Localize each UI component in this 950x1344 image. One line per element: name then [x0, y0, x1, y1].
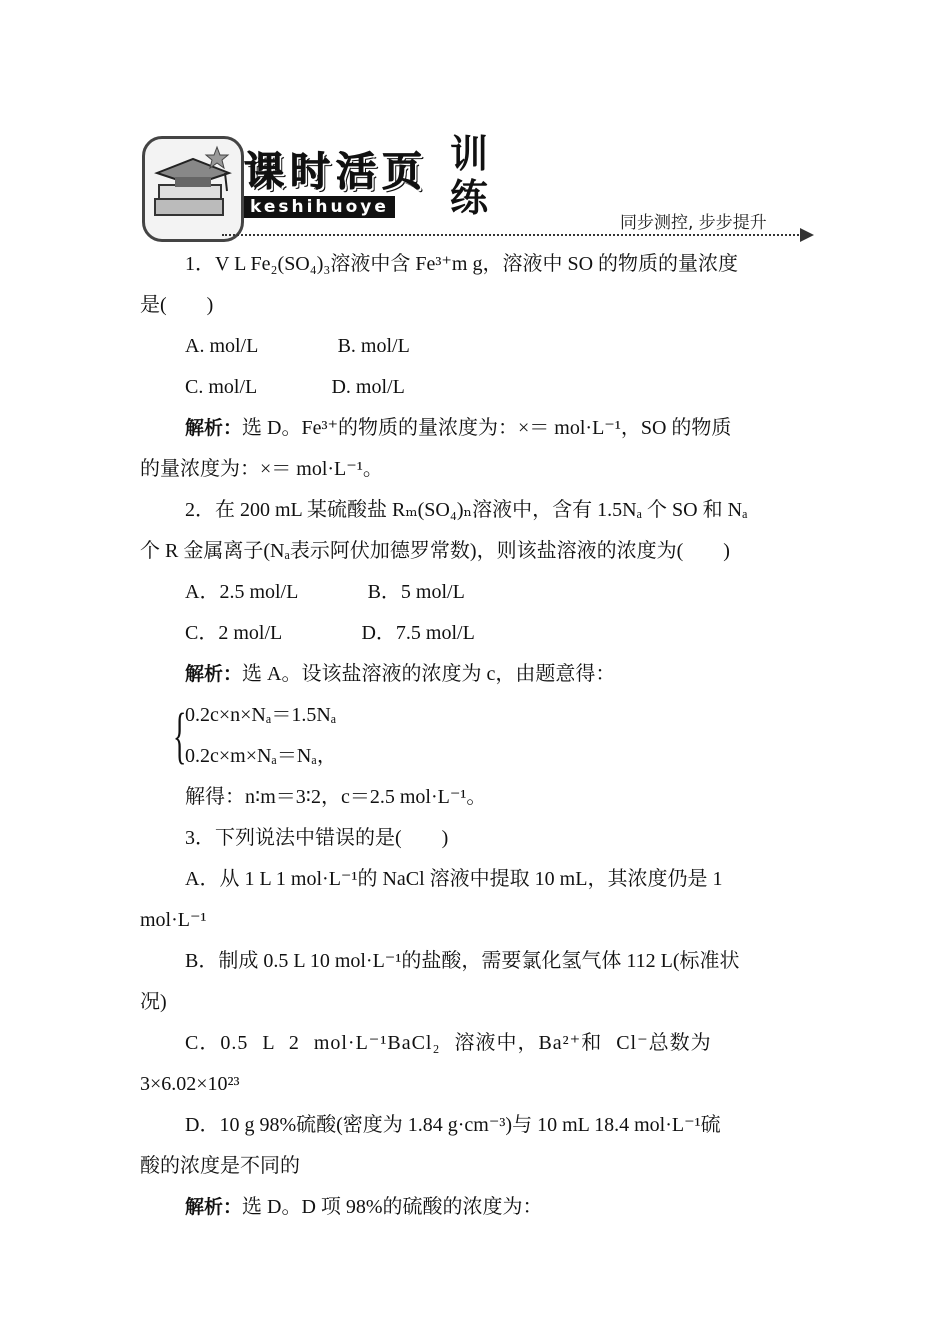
q2-solution: 解得：n∶m＝3∶2，c＝2.5 mol·L⁻¹。 [185, 786, 487, 808]
equation-system [140, 695, 810, 777]
q2-stem-line2: 个 R 金属离子(Nₐ表示阿伏加德罗常数)，则该盐溶液的浓度为( ) [140, 540, 730, 562]
q1-analysis-text: 选 D。Fe³⁺的物质的量浓度为：×＝ mol·L⁻¹，SO 的物质 [242, 417, 732, 439]
q3-option-d-line1: D．10 g 98%硫酸(密度为 1.84 g·cm⁻³)与 10 mL 18.4 mol·L⁻¹硫 [185, 1114, 721, 1136]
q2-options-row1: A．2.5 mol/L B．5 mol/L [185, 581, 465, 603]
logo [142, 136, 244, 242]
q3-analysis-text: 选 D。D 项 98%的硫酸的浓度为： [242, 1196, 543, 1218]
q3-option-b-line2: 况) [140, 991, 167, 1013]
q3-option-b-line1: B．制成 0.5 L 10 mol·L⁻¹的盐酸，需要氯化氢气体 112 L(标准状 [185, 950, 740, 972]
q2-options-row2: C．2 mol/L D．7.5 mol/L [185, 622, 475, 644]
graduation-cap-books-icon [145, 139, 241, 239]
analysis-label: 解析： [185, 417, 243, 439]
left-brace-icon: { [173, 702, 187, 770]
q3-option-a-line1: A．从 1 L 1 mol·L⁻¹的 NaCl 溶液中提取 10 mL，其浓度仍是 1 [185, 868, 723, 890]
q1-stem-line1: 1．V L Fe₂(SO₄)₃溶液中含 Fe³⁺m g，溶液中 SO 的物质的量浓度 [185, 253, 739, 275]
q1-options-row2: C. mol/L D. mol/L [185, 376, 405, 398]
banner-slogan: 同步测控, 步步提升 [620, 213, 767, 233]
q1-analysis-line1 [140, 408, 810, 449]
equation-line: 0.2c×m×Nₐ＝Nₐ， [185, 745, 337, 767]
q3-option-a-line2: mol·L⁻¹ [140, 909, 207, 931]
header-banner [140, 130, 820, 245]
q1-options-row1: A. mol/L B. mol/L [185, 335, 410, 357]
arrow-right-icon [800, 228, 814, 242]
analysis-label: 解析： [185, 663, 243, 685]
q3-analysis-line1 [140, 1187, 810, 1228]
exercise-content [140, 244, 810, 1228]
q1-stem-line2: 是( ) [140, 294, 214, 316]
q2-analysis-line1 [140, 654, 810, 695]
banner-title: 课时活页 [244, 149, 428, 195]
banner-pinyin: keshihuoye [244, 196, 395, 218]
q2-analysis-text: 选 A。设该盐溶液的浓度为 c，由题意得： [242, 663, 616, 685]
banner-side-title: 训练 [450, 132, 489, 220]
q3-option-d-line2: 酸的浓度是不同的 [140, 1155, 300, 1177]
analysis-label: 解析： [185, 1196, 243, 1218]
q3-option-c-line1: C．0.5 L 2 mol·L⁻¹BaCl₂ 溶液中，Ba²⁺和 Cl⁻总数为 [185, 1032, 712, 1054]
q2-stem-line1: 2．在 200 mL 某硫酸盐 Rₘ(SO₄)ₙ溶液中，含有 1.5Nₐ 个 SO 和 Nₐ [185, 499, 748, 521]
dotted-rule [222, 234, 802, 236]
q1-analysis-line2: 的量浓度为：×＝ mol·L⁻¹。 [140, 458, 383, 480]
equation-line: 0.2c×n×Nₐ＝1.5Nₐ [185, 704, 337, 726]
q3-stem: 3．下列说法中错误的是( ) [185, 827, 449, 849]
q3-option-c-line2: 3×6.02×10²³ [140, 1073, 240, 1095]
